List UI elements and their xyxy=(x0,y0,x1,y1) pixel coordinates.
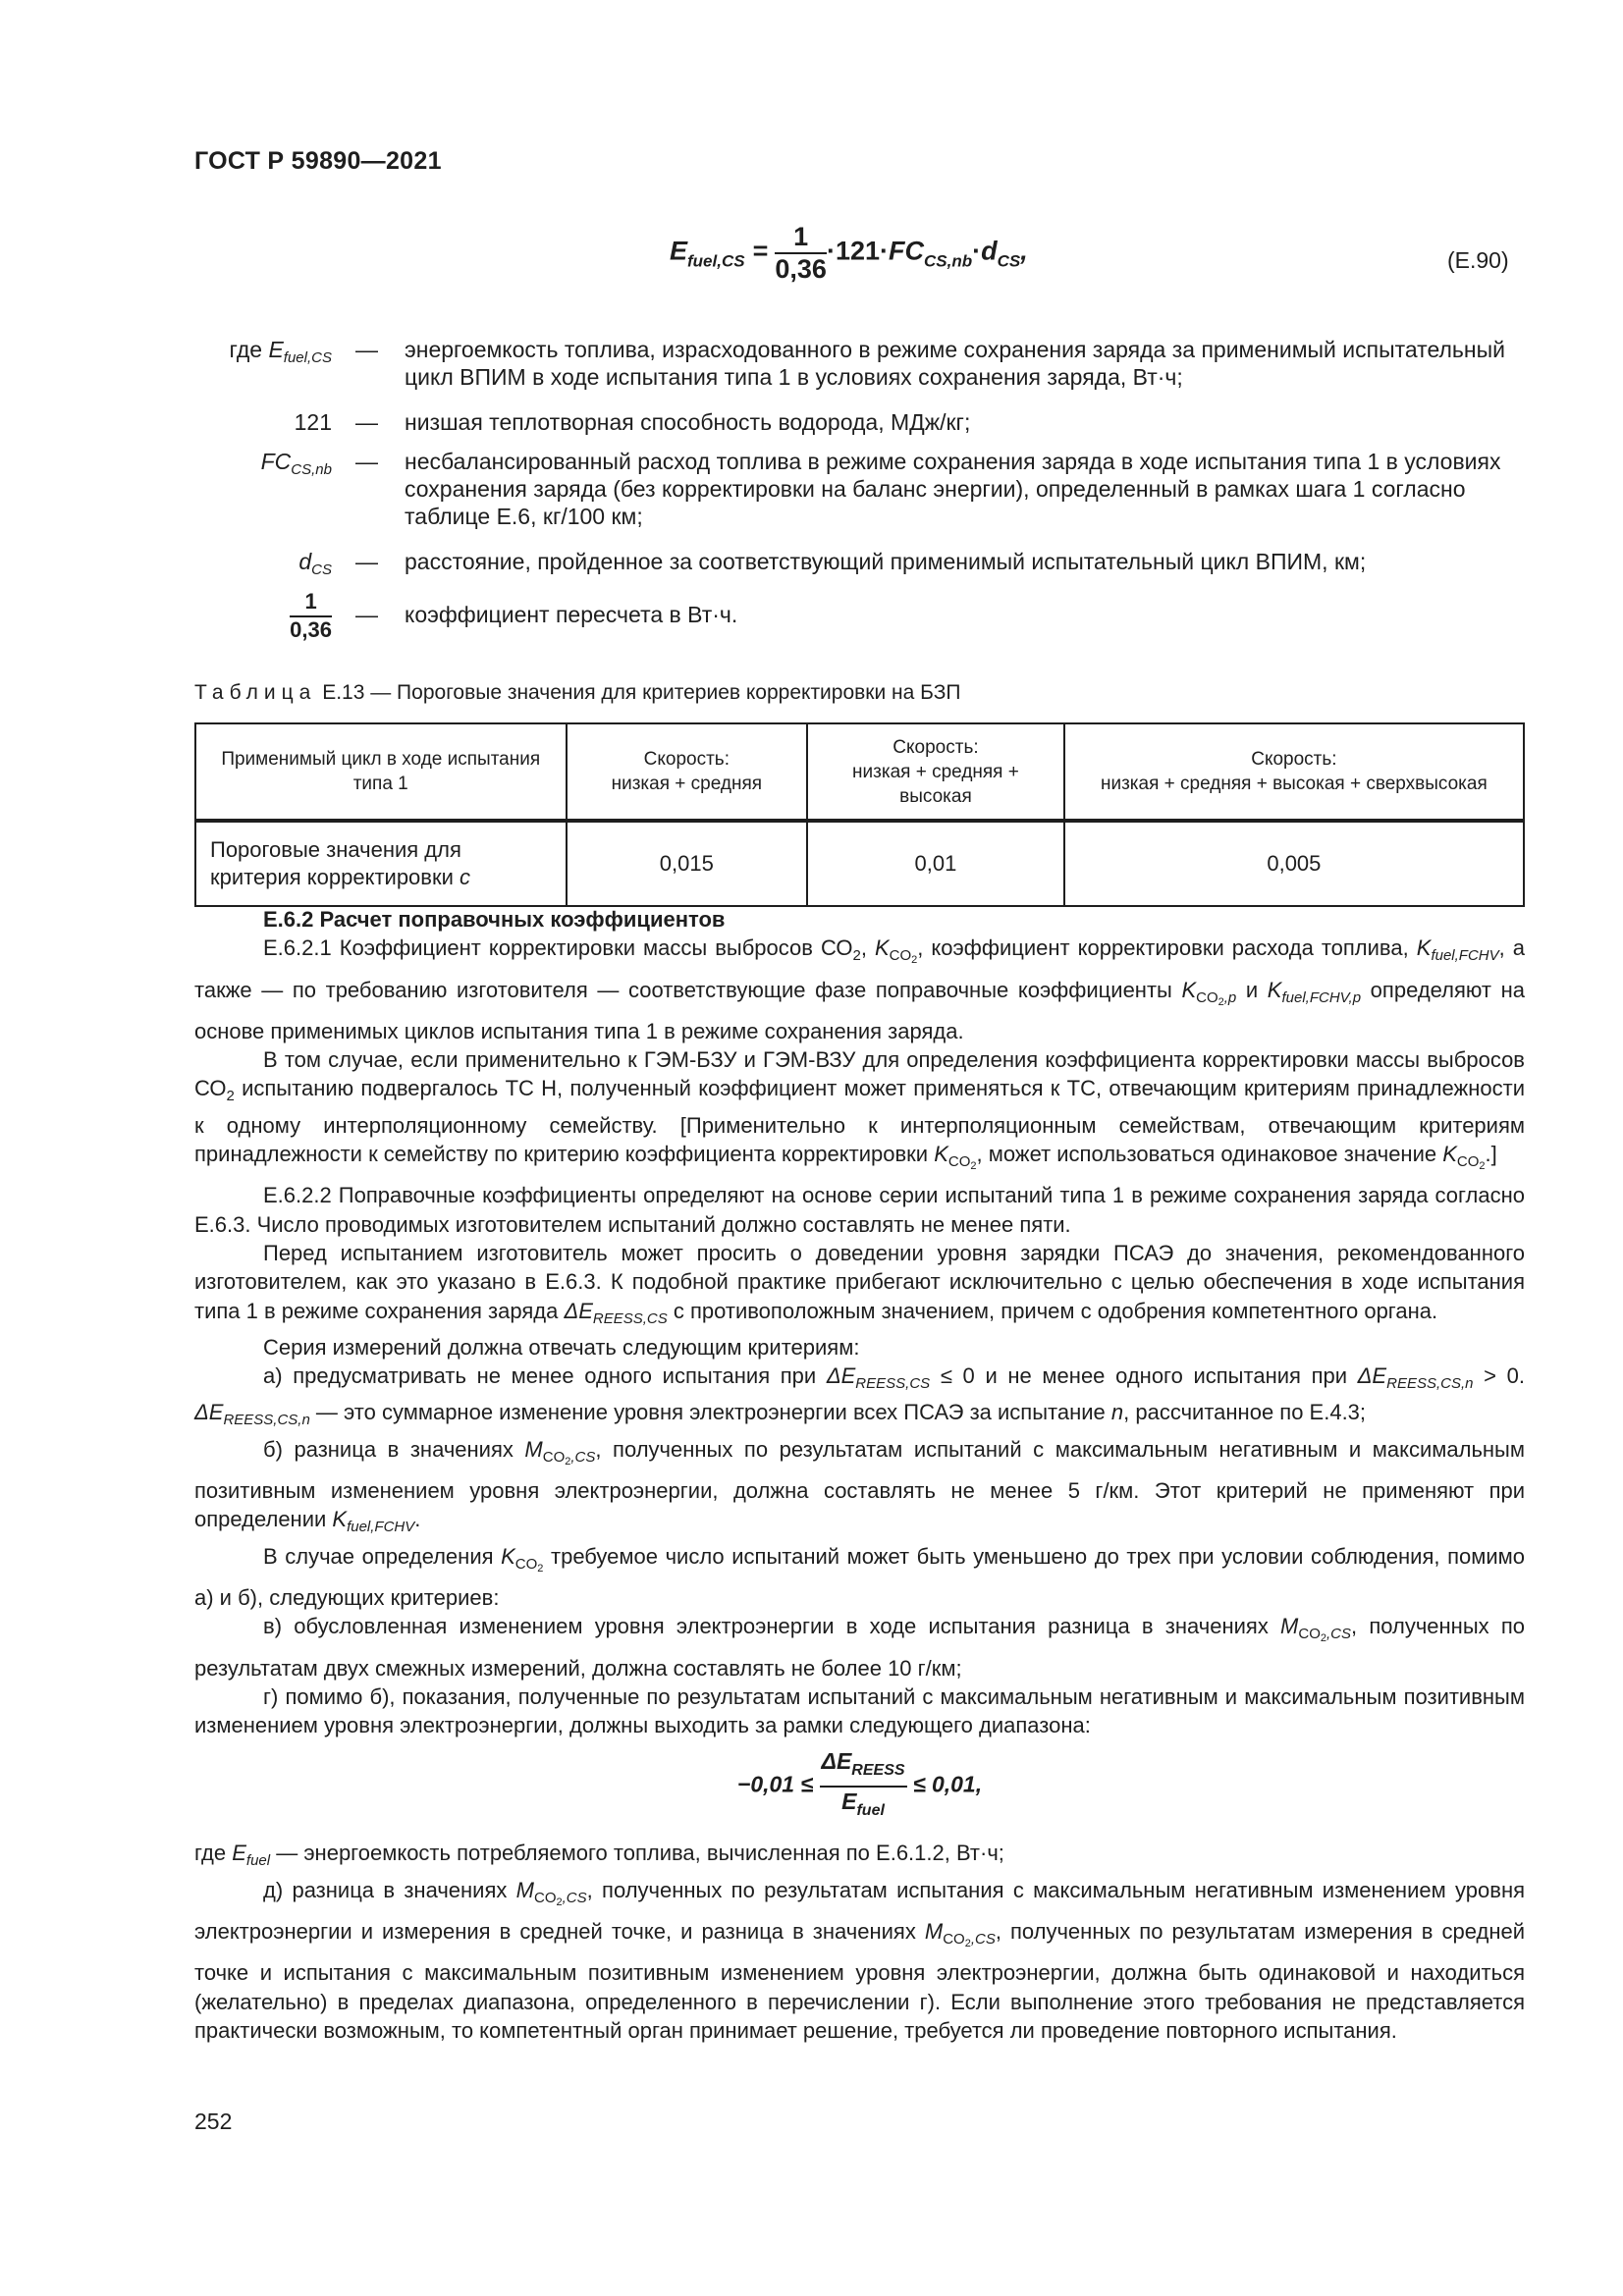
fraction-denominator: 0,36 xyxy=(290,617,332,642)
section-heading: Е.6.2 Расчет поправочных коэффициентов xyxy=(263,907,726,932)
value-cell: 0,01 xyxy=(807,821,1064,906)
definition-text: энергоемкость топлива, израсходованного в режиме сохранения заряда за применимый испытательный цикл ВПИМ в ходе испытания типа 1 в условиях сохранения заряда, Вт·ч; xyxy=(405,337,1505,390)
paragraph: Серия измерений должна отвечать следующим критериям: xyxy=(263,1334,860,1360)
header-line: низкая + средняя xyxy=(611,774,763,794)
paragraph: где $E_{fuel}$ — энергоемкость потребляемого топлива, вычисленная по Е.6.1.2, Вт·ч; xyxy=(194,1841,1004,1870)
header-cell xyxy=(807,723,1064,821)
eq-symbol: d xyxy=(981,236,998,266)
eq-subscript: fuel,CS xyxy=(687,251,745,271)
list-item: б) разница в значениях $M_{CO2,CS}$, полученных по результатам испытаний с максимальным негативным и максимальным позитивным изменением уровня электроэнергии, должна составлять не менее 5 г/км. Этот критерий не применяют при определении $K_{fuel,FCHV}$. xyxy=(194,1436,1525,1536)
row-label-variable: c xyxy=(460,865,471,889)
header-cell xyxy=(567,723,808,821)
header-cell xyxy=(1064,723,1524,821)
page-number: 252 xyxy=(194,2109,233,2134)
range-formula xyxy=(194,1747,1525,1825)
fraction-denominator: $E_{fuel}$ xyxy=(841,1789,885,1820)
paragraph: В том случае, если применительно к ГЭМ-БЗУ и ГЭМ-ВЗУ для определения коэффициента корректировки массы выбросов $СО_2$ испытанию подвергалось ТС H, полученный коэффициент может применяться к ТС, отвечающим критериям принадлежности к одному интерполяционному семейству. [Применительно к интерполяционным семействам, отвечающим критериям принадлежности к семейству по критерию коэффициента корректировки $K_{CO2}$, может использоваться одинаковое значение $K_{CO2}$.] xyxy=(194,1047,1525,1173)
definition-term xyxy=(194,448,332,484)
header-line: низкая + средняя + высокая + сверхвысокая xyxy=(1100,774,1488,794)
header-line: Скорость: xyxy=(893,736,979,758)
definition-dash: — xyxy=(355,549,378,574)
definition-symbol: E xyxy=(268,337,284,362)
equation-e90 xyxy=(670,222,1028,284)
table-caption-text: Е.13 — Пороговые значения для критериев корректировки на БЗП xyxy=(322,681,961,704)
eq-subscript: CS,nb xyxy=(923,251,973,271)
eq-subscript: CS xyxy=(997,251,1021,271)
eq-comma: , xyxy=(1020,236,1028,266)
list-item: а) предусматривать не менее одного испытания при $\Delta E_{REESS,CS} \le 0$ и не менее одного испытания при $\Delta E_{REESS,CS,n} > 0$. $\Delta E_{REESS,CS,n}$ — это суммарное изменение уровня электроэнергии всех ПСАЭ за испытание n, рассчитанное по Е.4.3; xyxy=(194,1363,1525,1429)
fraction-numerator: $\Delta E_{REESS}$ xyxy=(820,1747,907,1788)
row-label: Пороговые значения для критерия корректировки xyxy=(210,837,461,889)
document-header: ГОСТ Р 59890—2021 xyxy=(194,147,442,175)
definition-subscript: CS,nb xyxy=(291,461,332,478)
value-cell: 0,015 xyxy=(567,821,808,906)
section-body xyxy=(194,905,1525,2045)
definition-text: несбалансированный расход топлива в режиме сохранения заряда в ходе испытания типа 1 в условиях сохранения заряда (без корректировки на баланс энергии), определенный в рамках шага 1 согласно таблице Е.6, кг/100 км; xyxy=(405,449,1501,529)
where-label: где xyxy=(229,337,263,362)
header-line: низкая + средняя + высокая xyxy=(852,761,1019,807)
paragraph: Перед испытанием изготовитель может просить о доведении уровня зарядки ПСАЭ до значения, рекомендованного изготовителем, как это указано в Е.6.3. К подобной практике прибегают исключительно с целью обеспечения в ходе испытания типа 1 в режиме сохранения заряда $\Delta E_{REESS,CS}$ с противоположным значением, причем с одобрения компетентного органа. xyxy=(194,1240,1525,1327)
table-header-row xyxy=(195,723,1524,821)
list-item: д) разница в значениях $M_{CO2,CS}$, полученных по результатам испытания с максимальным негативным изменением уровня электроэнергии и измерения в средней точке, и разница в значениях $M_{CO2,CS}$, полученных по результатам измерения в средней точке и испытания с максимальным позитивным изменением уровня электроэнергии, должна быть одинаковой и находиться (желательно) в пределах диапазона, определенного в перечислении г). Если выполнение этого требования не представляется практически возможным, то компетентный орган принимает решение, требуется ли проведение повторного испытания. xyxy=(194,1877,1526,2043)
formula-right: ≤ 0,01, xyxy=(912,1772,983,1797)
value-cell: 0,005 xyxy=(1064,821,1524,906)
fraction-numerator: 1 xyxy=(775,222,827,254)
eq-symbol: FC xyxy=(888,236,924,266)
definition-subscript: fuel,CS xyxy=(283,349,332,366)
paragraph: Е.6.2.1 Коэффициент корректировки массы выбросов $СО_2$, $K_{CO2}$, коэффициент корректировки расхода топлива, $K_{fuel,FCHV}$, а также — по требованию изготовителя — соответствующие фазе поправочные коэффициенты $K_{CO2,p}$ и $K_{fuel,FCHV,p}$ определяют на основе применимых циклов испытания типа 1 в режиме сохранения заряда. xyxy=(194,935,1526,1043)
definition-dash: — xyxy=(355,602,378,627)
row-label-cell xyxy=(195,821,567,906)
threshold-table xyxy=(194,722,1525,907)
definition-text: коэффициент пересчета в Вт·ч. xyxy=(405,602,738,627)
fraction-numerator: 1 xyxy=(290,589,332,617)
eq-fraction xyxy=(775,222,827,284)
table-row xyxy=(195,821,1524,906)
header-line: Скорость: xyxy=(643,749,730,770)
fraction-denominator: 0,36 xyxy=(775,254,827,284)
paragraph: В случае определения $K_{CO2}$ требуемое число испытаний может быть уменьшено до трех при условии соблюдения, помимо а) и б), следующих критериев: xyxy=(194,1543,1525,1610)
definition-dash: — xyxy=(355,449,378,474)
definition-term: 121 xyxy=(294,409,332,435)
list-item: г) помимо б), показания, полученные по результатам испытаний с максимальным негативным и максимальным позитивным изменением уровня электроэнергии, должны выходить за рамки следующего диапазона: xyxy=(194,1683,1525,1738)
equation-number: (Е.90) xyxy=(1447,247,1509,273)
definition-text: расстояние, пройденное за соответствующий применимый испытательный цикл ВПИМ, км; xyxy=(405,549,1367,574)
eq-symbol: E xyxy=(670,236,688,266)
table-caption-word: Таблица xyxy=(194,681,317,704)
formula-fraction xyxy=(820,1747,907,1825)
definition-symbol: FC xyxy=(260,449,292,474)
definition-symbol: d xyxy=(298,549,312,574)
eq-multiplier: · xyxy=(972,236,982,266)
definition-dash: — xyxy=(355,409,378,435)
definition-subscript: CS xyxy=(311,561,332,578)
header-cell: Применимый цикл в ходе испытания типа 1 xyxy=(195,723,567,821)
definition-dash: — xyxy=(355,337,378,362)
list-item: в) обусловленная изменением уровня электроэнергии в ходе испытания разница в значениях $M_{CO2,CS}$, полученных по результатам двух смежных измерений, должна составлять не более 10 г/км; xyxy=(194,1614,1525,1681)
definition-term xyxy=(194,548,332,584)
table-caption xyxy=(194,681,961,705)
header-line: Скорость: xyxy=(1251,749,1337,770)
definition-text: низшая теплотворная способность водорода, МДж/кг; xyxy=(405,409,971,435)
definition-term xyxy=(194,589,332,643)
definition-term xyxy=(194,336,332,372)
eq-multiplier: ·121· xyxy=(826,236,889,266)
definition-fraction xyxy=(290,589,332,643)
paragraph: Е.6.2.2 Поправочные коэффициенты определяют на основе серии испытаний типа 1 в режиме сохранения заряда согласно Е.6.3. Число проводимых изготовителем испытаний должно составлять не менее пяти. xyxy=(194,1183,1525,1237)
formula-left: −0,01 ≤ xyxy=(736,1772,814,1797)
eq-equals: = xyxy=(752,236,768,266)
